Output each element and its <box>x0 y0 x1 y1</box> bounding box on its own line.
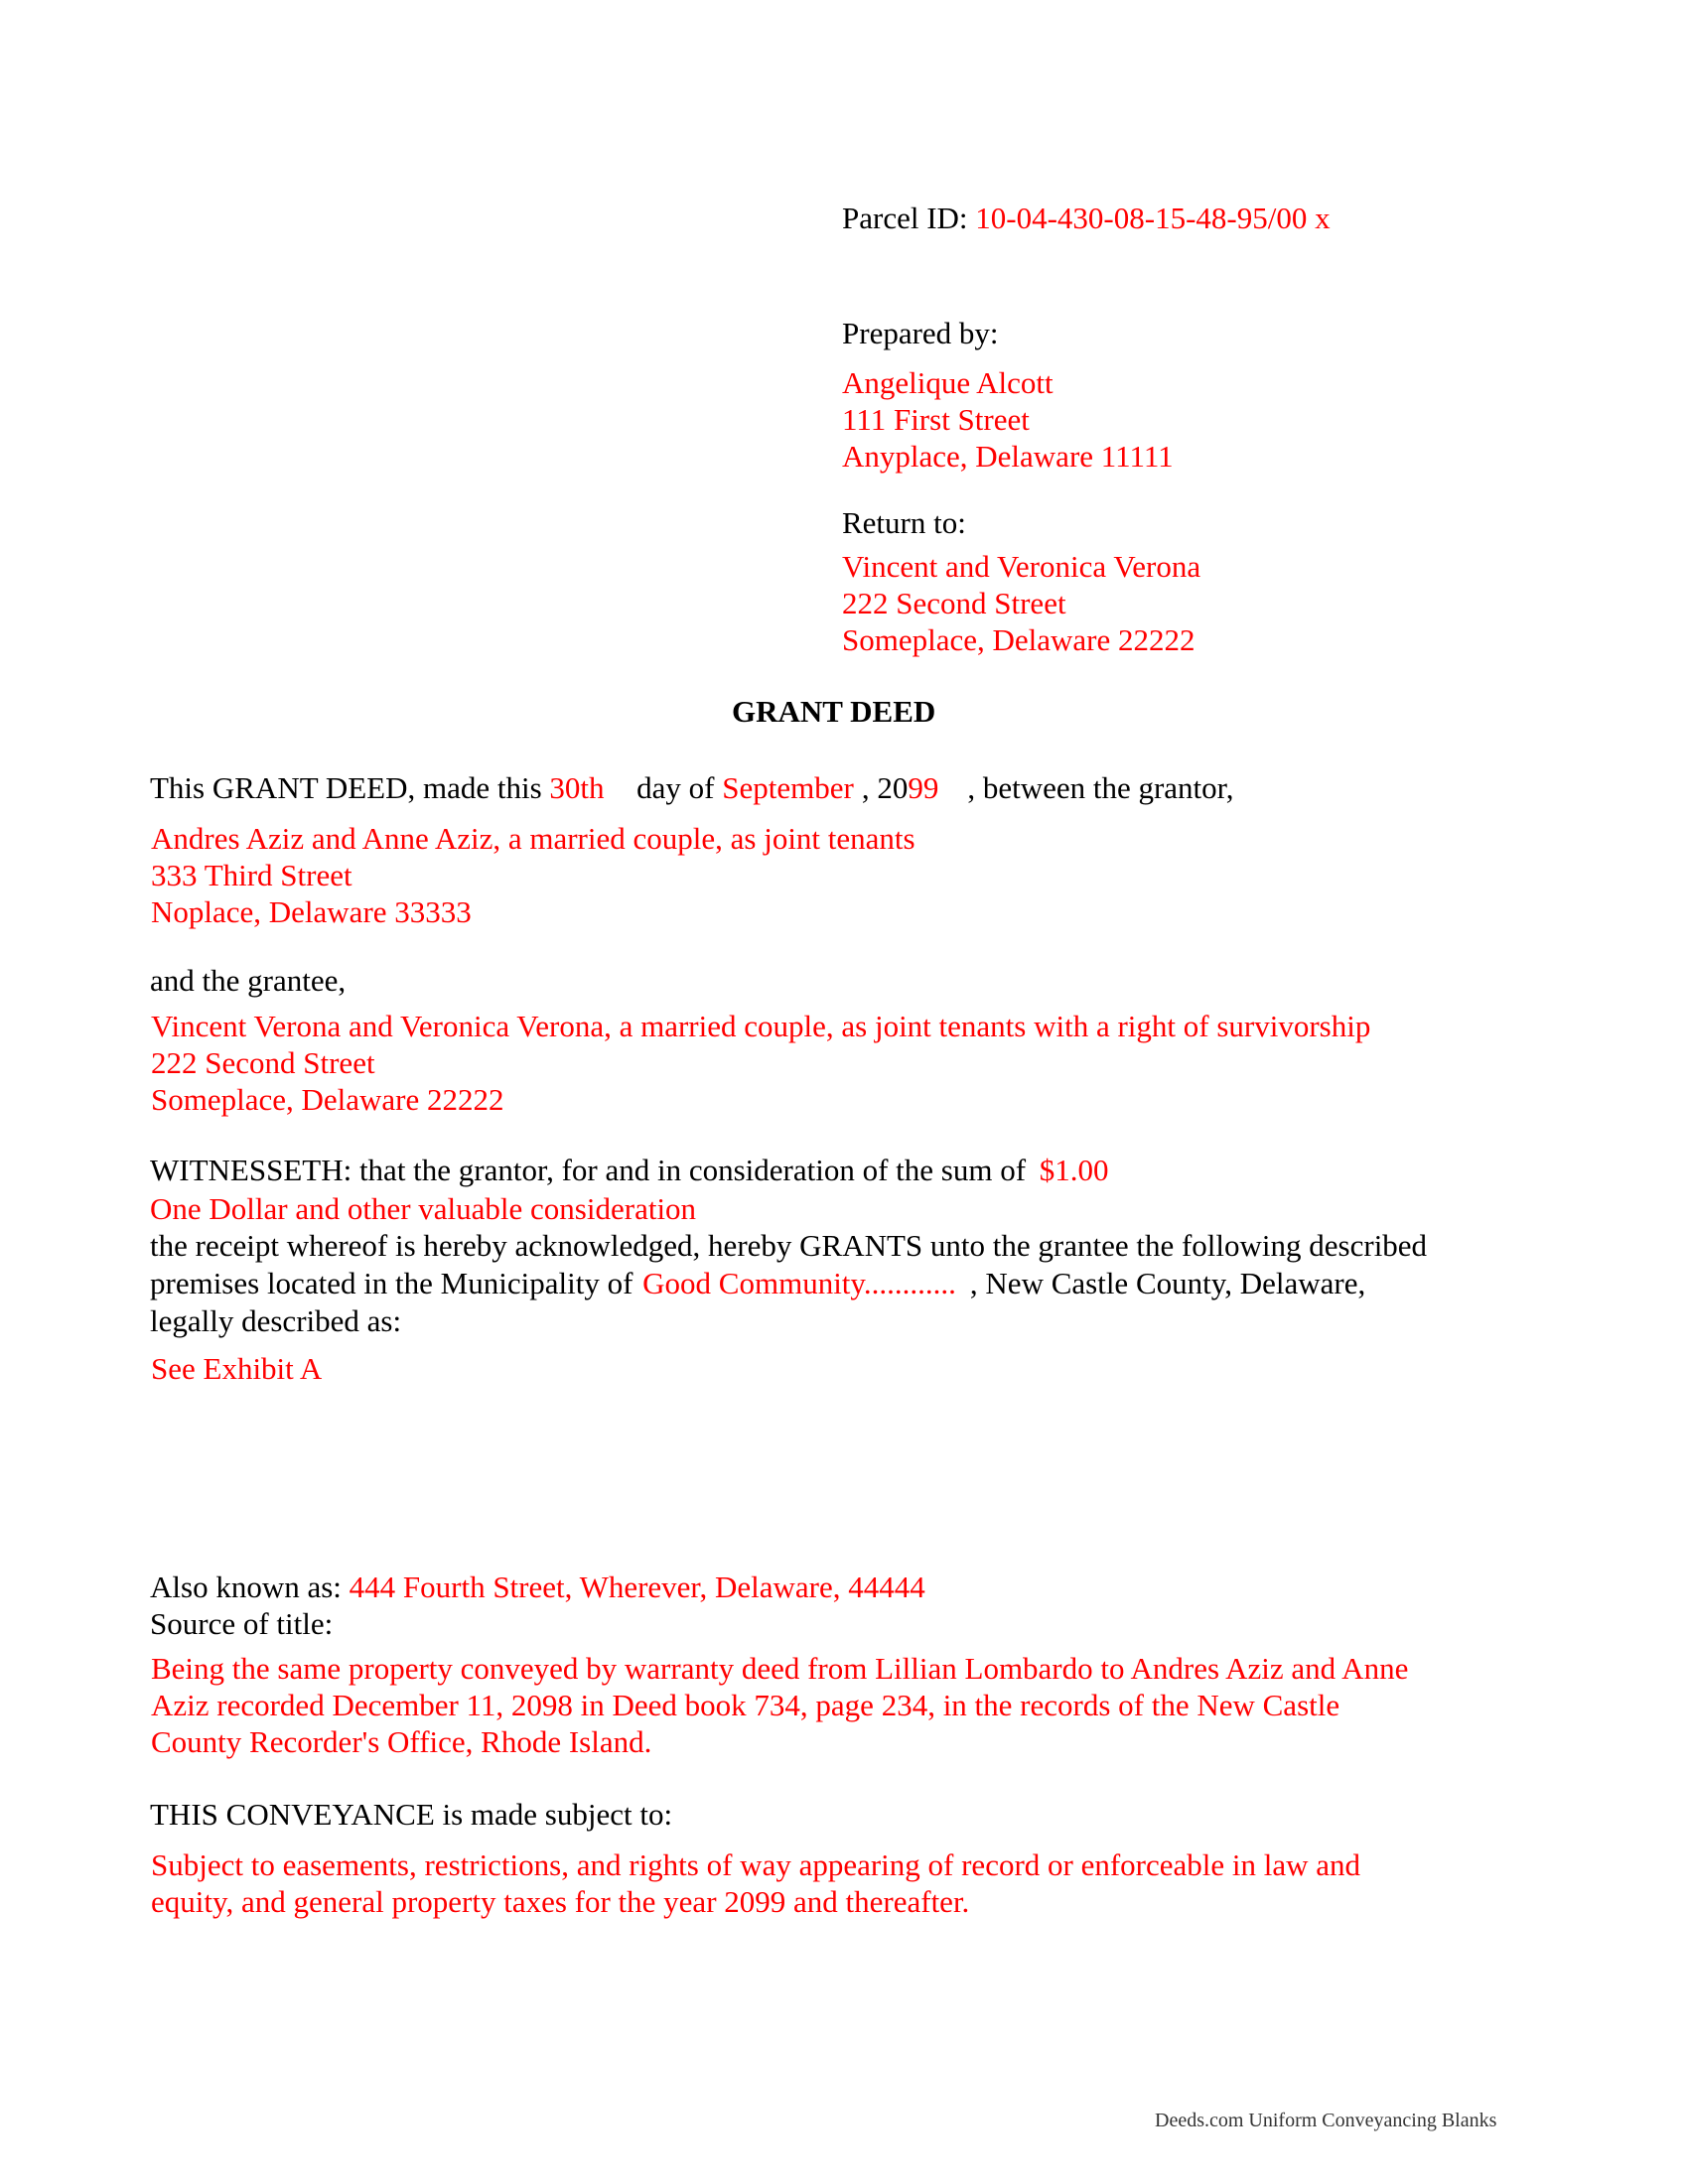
parcel-id <box>842 200 1331 236</box>
document-title: GRANT DEED <box>732 694 936 729</box>
witnesseth-text: WITNESSETH: that the grantor, for and in consideration of the sum of <box>150 1153 1027 1187</box>
source-of-title <box>151 1650 1408 1760</box>
parcel-id-label: Parcel ID: <box>842 201 968 235</box>
intro-month: September <box>722 770 854 805</box>
legally-described: legally described as: <box>150 1303 402 1338</box>
conveyance-label: THIS CONVEYANCE is made subject to: <box>150 1797 673 1832</box>
witnesseth-line <box>150 1152 1109 1188</box>
intro-line <box>150 769 1234 806</box>
prepared-by-line: 111 First Street <box>842 402 1030 437</box>
premises-text: , New Castle County, Delaware, <box>969 1266 1366 1300</box>
premises-line <box>150 1265 1365 1301</box>
prepared-by-line: Angelique Alcott <box>842 365 1054 400</box>
grantee-line: 222 Second Street <box>151 1045 375 1080</box>
return-to-line: Someplace, Delaware 22222 <box>842 622 1196 657</box>
source-of-title-line: Aziz recorded December 11, 2098 in Deed book 734, page 234, in the records of the New Castle <box>151 1688 1340 1722</box>
grantee-block <box>151 1008 1370 1118</box>
grantor-line: Noplace, Delaware 33333 <box>151 894 472 929</box>
legal-description: See Exhibit A <box>151 1351 323 1386</box>
intro-text: , between the grantor, <box>967 770 1234 805</box>
intro-day: 30th <box>549 770 605 805</box>
conveyance-line: Subject to easements, restrictions, and rights of way appearing of record or enforceable in law and <box>151 1847 1361 1882</box>
aka-label: Also known as: <box>150 1570 342 1604</box>
return-to-label: Return to: <box>842 505 966 540</box>
grantee-line: Vincent Verona and Veronica Verona, a married couple, as joint tenants with a right of survivorship <box>151 1009 1371 1043</box>
conveyance-terms <box>151 1846 1360 1920</box>
page-footer: Deeds.com Uniform Conveyancing Blanks <box>1155 2110 1497 2131</box>
intro-year: 99 <box>908 770 939 805</box>
grantee-label: and the grantee, <box>150 963 347 998</box>
prepared-by-label: Prepared by: <box>842 316 999 350</box>
return-to-line: 222 Second Street <box>842 586 1066 620</box>
intro-text: day of <box>636 770 715 805</box>
witnesseth-receipt: the receipt whereof is hereby acknowledged, hereby GRANTS unto the grantee the following described <box>150 1228 1428 1263</box>
consideration-amount: $1.00 <box>1039 1153 1109 1187</box>
grantor-block <box>151 820 915 930</box>
premises-text: premises located in the Municipality of <box>150 1266 633 1300</box>
prepared-by-line: Anyplace, Delaware 11111 <box>842 439 1174 474</box>
consideration-words: One Dollar and other valuable consideration <box>150 1191 697 1226</box>
grantor-line: Andres Aziz and Anne Aziz, a married couple, as joint tenants <box>151 821 915 856</box>
municipality: Good Community............ <box>642 1266 956 1300</box>
intro-text: This GRANT DEED, made this <box>150 770 542 805</box>
conveyance-line: equity, and general property taxes for the year 2099 and thereafter. <box>151 1884 970 1919</box>
source-of-title-label: Source of title: <box>150 1606 334 1641</box>
source-of-title-line: Being the same property conveyed by warranty deed from Lillian Lombardo to Andres Aziz and Anne <box>151 1651 1409 1686</box>
source-of-title-line: County Recorder's Office, Rhode Island. <box>151 1724 652 1759</box>
also-known-as <box>150 1569 925 1605</box>
parcel-id-value: 10-04-430-08-15-48-95/00 x <box>975 201 1331 235</box>
return-to-address <box>842 548 1200 658</box>
grantor-line: 333 Third Street <box>151 858 352 892</box>
grantee-line: Someplace, Delaware 22222 <box>151 1082 504 1117</box>
aka-value: 444 Fourth Street, Wherever, Delaware, 44444 <box>349 1570 925 1604</box>
prepared-by-address <box>842 364 1174 475</box>
return-to-line: Vincent and Veronica Verona <box>842 549 1201 584</box>
intro-text: , 20 <box>861 770 909 805</box>
